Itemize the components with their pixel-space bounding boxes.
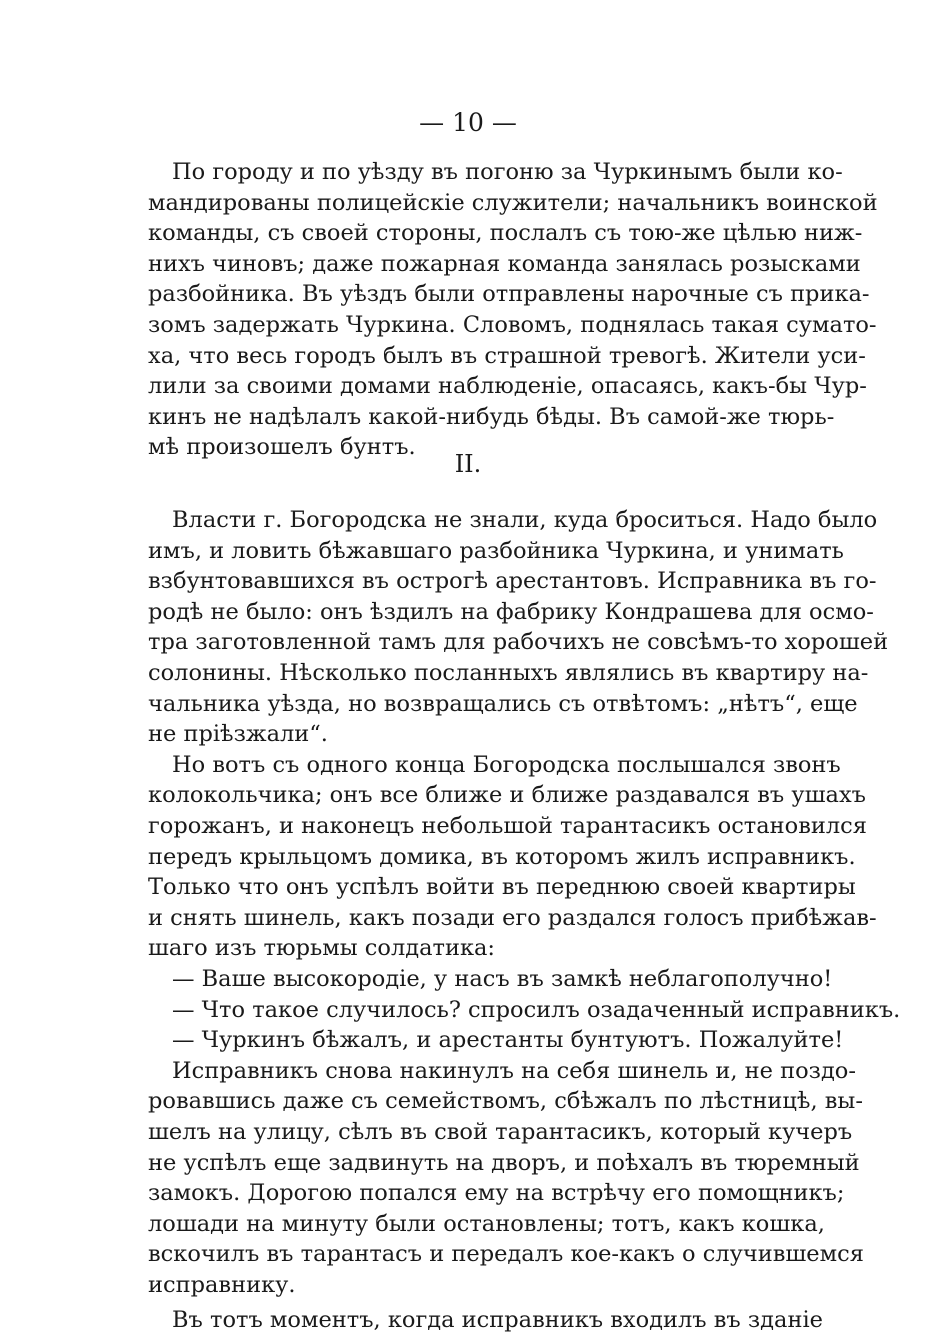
text-line: разбойника. Въ уѣздъ были отправлены нарочные съ прика- xyxy=(148,281,870,308)
dialogue-line: — Ваше высокородіе, у насъ въ замкѣ неблагополучно! xyxy=(172,966,833,992)
text-line: По городу и по уѣзду въ погоню за Чуркинымъ были ко- xyxy=(172,159,843,185)
text-line: колокольчика; онъ все ближе и ближе раздавался въ ушахъ xyxy=(148,782,866,809)
text-line: мандированы полицейскіе служители; начальникъ воинской xyxy=(148,189,878,216)
text-line: зомъ задержать Чуркина. Словомъ, поднялась такая сумато- xyxy=(148,312,877,338)
text-line: лили за своими домами наблюденіе, опасаясь, какъ-бы Чур- xyxy=(148,373,867,400)
text-line: лошади на минуту были остановлены; тотъ, какъ кошка, xyxy=(148,1210,825,1237)
section-heading: II. xyxy=(454,450,482,478)
text-line: исправнику. xyxy=(148,1272,296,1298)
text-line: замокъ. Дорогою попался ему на встрѣчу его помощникъ; xyxy=(148,1180,845,1207)
text-line: нихъ чиновъ; даже пожарная команда занялась розысками xyxy=(148,250,861,277)
dialogue-line: — Что такое случилось? спросилъ озадаченный исправникъ. xyxy=(172,996,901,1023)
text-line: Власти г. Богородска не знали, куда броситься. Надо было xyxy=(172,507,878,533)
text-line: ровавшись даже съ семействомъ, сбѣжалъ по лѣстницѣ, вы- xyxy=(148,1088,863,1115)
text-line: не успѣлъ еще задвинуть на дворъ, и поѣхалъ въ тюремный xyxy=(148,1149,860,1176)
text-line: команды, съ своей стороны, послалъ съ тою-же цѣлью ниж- xyxy=(148,220,863,247)
text-line: мѣ произошелъ бунтъ. xyxy=(148,434,416,461)
text-line: шелъ на улицу, сѣлъ въ свой тарантасикъ, который кучеръ xyxy=(148,1119,853,1145)
text-line: Но вотъ съ одного конца Богородска послышался звонъ xyxy=(172,751,841,778)
text-line: горожанъ, и наконецъ небольшой тарантасикъ остановился xyxy=(148,813,867,839)
text-line: передъ крыльцомъ домика, въ которомъ жилъ исправникъ. xyxy=(148,843,856,870)
text-line: чальника уѣзда, но возвращались съ отвѣтомъ: „нѣтъ“, еще xyxy=(148,690,858,717)
text-line: кинъ не надѣлалъ какой-нибудь бѣды. Въ самой-же тюрь- xyxy=(148,403,835,430)
text-line: шаго изъ тюрьмы солдатика: xyxy=(148,935,496,962)
text-line: солонины. Нѣсколько посланныхъ являлись въ квартиру на- xyxy=(148,660,869,686)
text-line: и снять шинель, какъ позади его раздался голосъ прибѣжав- xyxy=(148,904,877,931)
text-line: ха, что весь городъ былъ въ страшной тревогѣ. Жители уси- xyxy=(148,342,866,369)
text-line: взбунтовавшихся въ острогѣ арестантовъ. Исправника въ го- xyxy=(148,568,877,595)
dialogue-line: — Чуркинъ бѣжалъ, и арестанты бунтуютъ. Пожалуйте! xyxy=(172,1027,844,1054)
text-line: Исправникъ снова накинулъ на себя шинель и, не поздо- xyxy=(172,1057,856,1084)
text-line: тра заготовленной тамъ для рабочихъ не совсѣмъ-то хорошей xyxy=(148,629,889,656)
text-line: не пріѣзжали“. xyxy=(148,721,328,748)
text-line: имъ, и ловить бѣжавшаго разбойника Чуркина, и унимать xyxy=(148,537,844,564)
text-line: вскочилъ въ тарантасъ и передалъ кое-какъ о случившемся xyxy=(148,1241,864,1268)
text-line: Въ тотъ моментъ, когда исправникъ входилъ въ зданіе xyxy=(172,1306,823,1333)
text-line: родѣ не было: онъ ѣздилъ на фабрику Кондрашева для осмо- xyxy=(148,598,874,625)
text-line: Только что онъ успѣлъ войти въ переднюю своей квартиры xyxy=(148,874,856,901)
page-number: — 10 — xyxy=(419,108,517,137)
